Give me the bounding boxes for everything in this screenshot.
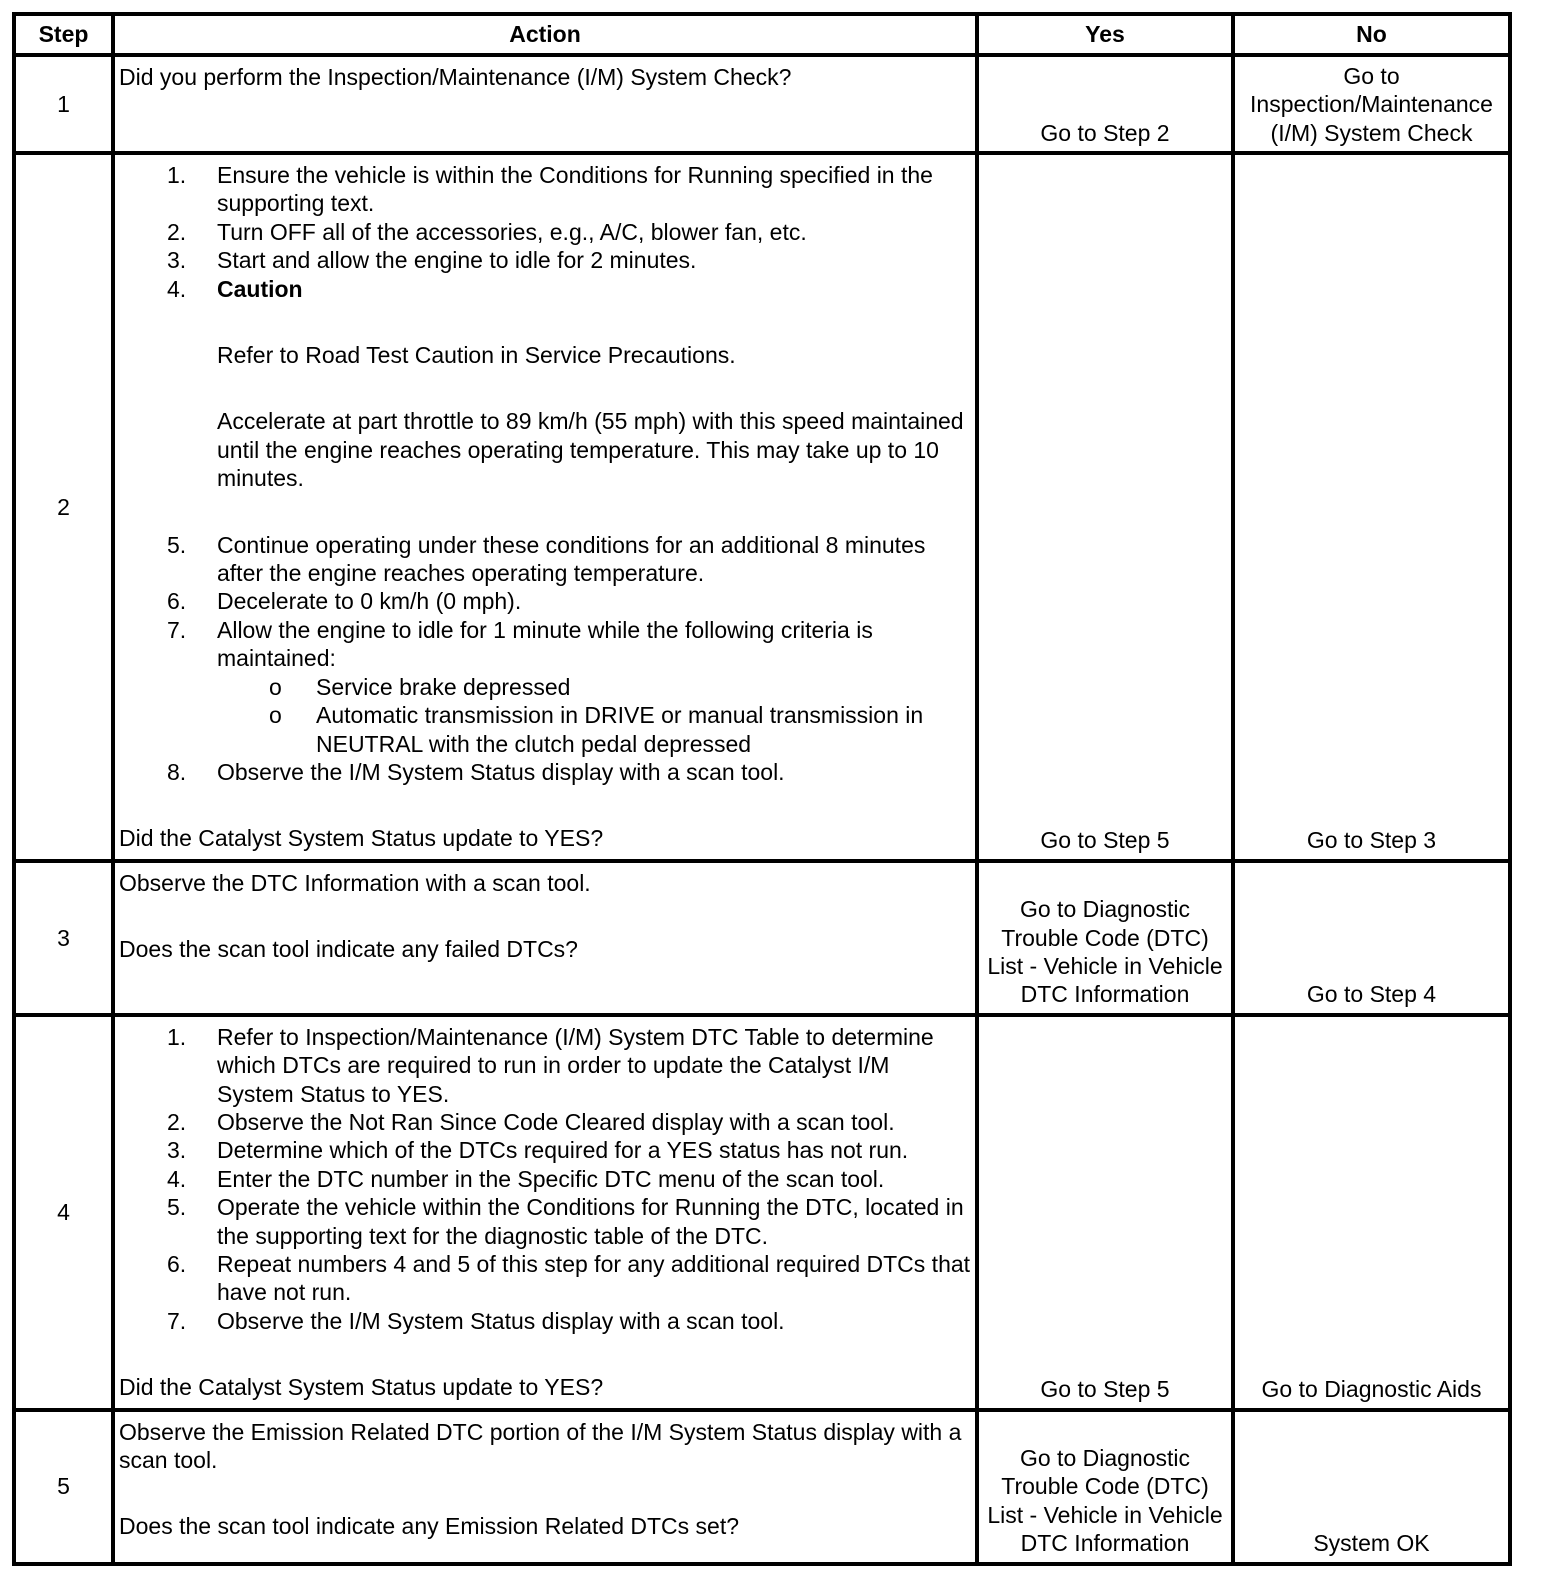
step-number: 5 — [14, 1410, 113, 1564]
list-item — [119, 1250, 971, 1307]
action-cell — [113, 861, 977, 1015]
bullet-glyph: o — [269, 673, 282, 700]
header-row — [14, 14, 1510, 55]
list-text: Operate the vehicle within the Conditions for Running the DTC, located in the supporting text for the diagnostic table of the DTC. — [217, 1194, 964, 1249]
yes-cell: Go to Diagnostic Trouble Code (DTC) List - Vehicle in Vehicle DTC Information — [977, 861, 1233, 1015]
caution-detail: Accelerate at part throttle to 89 km/h (55 mph) with this speed maintained until the engine reaches operating temperature. This may take up to 10 minutes. — [217, 408, 964, 492]
question-text: Does the scan tool indicate any failed DTCs? — [119, 936, 578, 963]
no-cell: Go to Step 4 — [1233, 861, 1510, 1015]
caution-note: Refer to Road Test Caution in Service Precautions. — [217, 342, 736, 369]
yes-cell: Go to Step 5 — [977, 1015, 1233, 1410]
list-text: Start and allow the engine to idle for 2 minutes. — [217, 247, 697, 274]
list-text: Observe the I/M System Status display with a scan tool. — [217, 758, 785, 785]
header-no: No — [1233, 14, 1510, 55]
diagnostic-table — [12, 12, 1512, 1566]
table-row — [14, 1410, 1510, 1564]
criteria-text: Automatic transmission in DRIVE or manual transmission in NEUTRAL with the clutch pedal depressed — [316, 702, 924, 757]
header-yes: Yes — [977, 14, 1233, 55]
list-number: 4. — [167, 1165, 187, 1192]
list-number: 3. — [167, 247, 187, 274]
list-number: 6. — [167, 588, 187, 615]
list-text: Observe the Not Ran Since Code Cleared display with a scan tool. — [217, 1108, 895, 1135]
action-cell — [113, 153, 977, 861]
yes-cell: Go to Step 2 — [977, 55, 1233, 153]
list-number: 5. — [167, 531, 187, 558]
list-number: 1. — [167, 162, 187, 188]
step-number: 3 — [14, 861, 113, 1015]
intro-text: Observe the Emission Related DTC portion of the I/M System Status display with a scan tool. — [119, 1418, 962, 1473]
no-cell: Go to Step 3 — [1233, 153, 1510, 861]
list-text: Repeat numbers 4 and 5 of this step for any additional required DTCs that have not run. — [217, 1250, 971, 1306]
step-number: 4 — [14, 1015, 113, 1410]
step-number: 1 — [14, 55, 113, 153]
list-item — [119, 218, 971, 246]
list-item — [119, 1307, 971, 1335]
list-text: Observe the I/M System Status display with a scan tool. — [217, 1307, 785, 1334]
question-text: Did the Catalyst System Status update to YES? — [119, 1374, 604, 1401]
list-item — [119, 1108, 971, 1136]
list-text: Ensure the vehicle is within the Conditions for Running specified in the supporting text. — [217, 162, 933, 217]
yes-cell: Go to Diagnostic Trouble Code (DTC) List - Vehicle in Vehicle DTC Information — [977, 1410, 1233, 1564]
criteria-list — [217, 673, 971, 758]
list-item — [119, 758, 971, 786]
table-row — [14, 1015, 1510, 1410]
no-cell: Go to Diagnostic Aids — [1233, 1015, 1510, 1410]
caution-label: Caution — [217, 275, 303, 302]
action-cell — [113, 1410, 977, 1564]
list-number: 6. — [167, 1250, 187, 1277]
list-item — [119, 275, 971, 531]
intro-text: Observe the DTC Information with a scan tool. — [119, 869, 591, 896]
table-row — [14, 861, 1510, 1015]
bullet-glyph: o — [269, 702, 282, 729]
no-cell: System OK — [1233, 1410, 1510, 1564]
instruction-list — [119, 1023, 971, 1335]
list-text: Decelerate to 0 km/h (0 mph). — [217, 588, 522, 615]
action-cell — [113, 55, 977, 153]
header-step: Step — [14, 14, 113, 55]
list-text: Allow the engine to idle for 1 minute while the following criteria is maintained: — [217, 616, 873, 672]
list-item — [119, 1165, 971, 1193]
list-item — [119, 161, 971, 218]
question-text: Does the scan tool indicate any Emission Related DTCs set? — [119, 1513, 740, 1540]
list-number: 2. — [167, 218, 187, 245]
list-number: 8. — [167, 758, 187, 785]
table-row — [14, 153, 1510, 861]
list-item — [119, 1023, 971, 1108]
list-item — [119, 1193, 971, 1250]
list-number: 3. — [167, 1137, 187, 1164]
step-number: 2 — [14, 153, 113, 861]
list-number: 7. — [167, 616, 187, 643]
list-number: 5. — [167, 1194, 187, 1221]
instruction-list — [119, 161, 971, 786]
no-cell: Go to Inspection/Maintenance (I/M) System Check — [1233, 55, 1510, 153]
list-text: Determine which of the DTCs required for a YES status has not run. — [217, 1137, 909, 1164]
list-text: Enter the DTC number in the Specific DTC menu of the scan tool. — [217, 1165, 885, 1192]
list-item — [119, 1136, 971, 1164]
list-item — [119, 616, 971, 758]
list-text: Refer to Inspection/Maintenance (I/M) System DTC Table to determine which DTCs are required to run in order to update the Catalyst I/M System Status to YES. — [217, 1023, 934, 1107]
question-text: Did the Catalyst System Status update to YES? — [119, 825, 604, 852]
question-text: Did you perform the Inspection/Maintenance (I/M) System Check? — [119, 64, 792, 90]
header-action: Action — [113, 14, 977, 55]
yes-cell: Go to Step 5 — [977, 153, 1233, 861]
list-item — [119, 587, 971, 615]
criteria-item — [119, 673, 971, 701]
list-text: Turn OFF all of the accessories, e.g., A/C, blower fan, etc. — [217, 218, 807, 245]
list-number: 1. — [167, 1023, 187, 1050]
list-number: 2. — [167, 1108, 187, 1135]
criteria-item — [119, 701, 971, 758]
list-item — [119, 246, 971, 274]
list-text: Continue operating under these conditions for an additional 8 minutes after the engine reaches operating temperature. — [217, 531, 926, 587]
list-item — [119, 531, 971, 588]
table-row — [14, 55, 1510, 153]
list-number: 4. — [167, 275, 187, 302]
criteria-text: Service brake depressed — [316, 673, 571, 700]
list-number: 7. — [167, 1307, 187, 1334]
action-cell — [113, 1015, 977, 1410]
